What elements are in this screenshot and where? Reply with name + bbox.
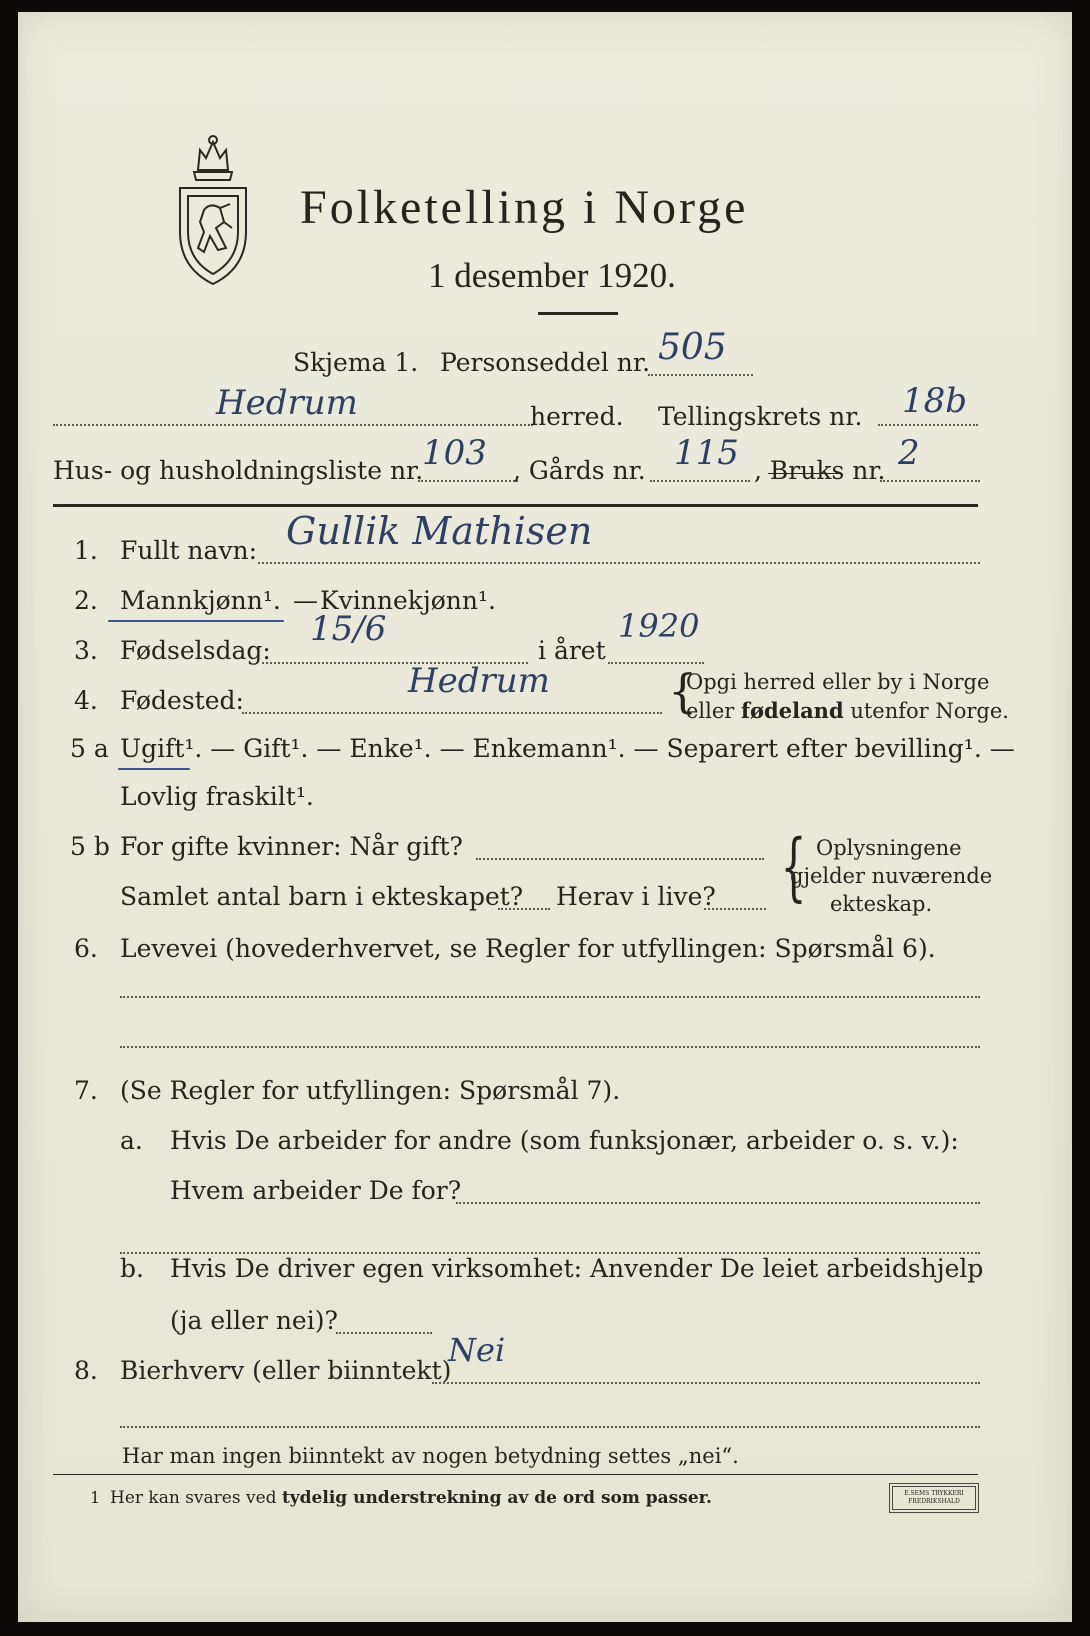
herred-value[interactable]: Hedrum xyxy=(216,383,358,423)
q1-label: Fullt navn: xyxy=(120,536,258,565)
bruks-strikethrough xyxy=(768,473,840,474)
q6-number: 6. xyxy=(74,934,98,963)
census-date: 1 desember 1920. xyxy=(428,256,676,295)
male-underline-mark xyxy=(108,620,284,622)
printer-city: FREDRIKSHALD xyxy=(908,1498,960,1505)
q8-field-line-1 xyxy=(432,1382,980,1384)
bruks-number[interactable]: 2 xyxy=(898,433,920,473)
q4-field-line xyxy=(242,712,662,714)
herred-field-line xyxy=(53,424,533,426)
printer-mark xyxy=(892,1486,976,1510)
q5a-number: 5 a xyxy=(70,734,109,763)
q7-number: 7. xyxy=(74,1076,98,1105)
q6-label: Levevei (hovederhvervet, se Regler for utfyllingen: Spørsmål 6). xyxy=(120,934,936,963)
bruks-field-line xyxy=(880,480,980,482)
q2-number: 2. xyxy=(74,586,98,615)
ugift-underline-mark xyxy=(118,768,190,770)
children-total-field-line xyxy=(498,908,550,910)
printer-name: E.SEMS TRYKKERI xyxy=(904,1490,964,1497)
q7a-field-line-1 xyxy=(456,1202,980,1204)
marital-status-options-cont[interactable]: Lovlig fraskilt¹. xyxy=(120,782,314,811)
q7b-letter: b. xyxy=(120,1254,144,1283)
children-alive-field-line xyxy=(704,908,766,910)
birthplace-value[interactable]: Hedrum xyxy=(408,661,550,701)
married-when-field-line xyxy=(476,858,764,860)
birth-year-value[interactable]: 1920 xyxy=(618,607,700,645)
q5b-note-line1: Oplysningene xyxy=(816,836,962,860)
tellingskrets-label: Tellingskrets nr. xyxy=(658,402,863,431)
gards-field-line xyxy=(650,480,750,482)
q7-label: (Se Regler for utfyllingen: Spørsmål 7). xyxy=(120,1076,621,1105)
personseddel-number[interactable]: 505 xyxy=(658,327,727,368)
q4-note-line1: Opgi herred eller by i Norge xyxy=(686,670,990,694)
q3-label: Fødselsdag: xyxy=(120,636,271,665)
tellingskrets-field-line xyxy=(878,424,978,426)
female-option[interactable]: Kvinnekjønn¹. xyxy=(320,586,496,615)
male-option[interactable]: Mannkjønn¹. xyxy=(120,586,281,615)
q4-note-line2: eller fødeland utenfor Norge. xyxy=(686,698,1009,723)
q6-field-line-1 xyxy=(120,996,980,998)
q5b-number: 5 b xyxy=(70,832,110,861)
bruks-label: , Bruks nr. xyxy=(754,456,886,485)
q5b-brace: { xyxy=(780,824,807,910)
q7a-letter: a. xyxy=(120,1126,143,1155)
q1-field-line xyxy=(258,562,980,564)
gards-label: , Gårds nr. xyxy=(513,456,646,485)
census-form xyxy=(18,12,1072,1622)
header-rule xyxy=(53,504,978,507)
footnote-text: Her kan svares ved tydelig understrekning av de ord som passer. xyxy=(110,1488,712,1508)
side-income-value[interactable]: Nei xyxy=(448,1331,506,1369)
q3-number: 3. xyxy=(74,636,98,665)
title-divider xyxy=(538,312,618,315)
hus-field-line xyxy=(418,480,518,482)
birth-date-value[interactable]: 15/6 xyxy=(310,609,387,649)
tellingskrets-number[interactable]: 18b xyxy=(902,381,968,421)
gards-number[interactable]: 115 xyxy=(674,433,739,473)
q7a-label: Hvis De arbeider for andre (som funksjonær, arbeider o. s. v.): xyxy=(170,1126,959,1155)
q7a-employer-label: Hvem arbeider De for? xyxy=(170,1176,462,1205)
year-label: i året xyxy=(538,636,606,665)
q6-field-line-2 xyxy=(120,1046,980,1048)
footnote-mark: 1 xyxy=(90,1488,101,1507)
q5b-note-line3: ekteskap. xyxy=(830,892,933,916)
hus-number[interactable]: 103 xyxy=(422,433,487,473)
full-name-value[interactable]: Gullik Mathisen xyxy=(286,509,593,553)
herred-label: herred. xyxy=(530,402,624,431)
q1-number: 1. xyxy=(74,536,98,565)
hus-label: Hus- og husholdningsliste nr. xyxy=(53,456,424,485)
q4-label: Fødested: xyxy=(120,686,244,715)
personseddel-label: Personseddel nr. xyxy=(440,348,651,377)
q4-number: 4. xyxy=(74,686,98,715)
q7b-label: Hvis De driver egen virksomhet: Anvender De leiet arbeidshjelp xyxy=(170,1254,984,1283)
q2-separator: — xyxy=(293,586,318,615)
q5b-note-line2: gjelder nuværende xyxy=(790,864,993,888)
no-income-note: Har man ingen biinntekt av nogen betydning settes „nei“. xyxy=(122,1444,739,1468)
footer-rule xyxy=(53,1474,978,1475)
q8-label: Bierhverv (eller biinntekt) xyxy=(120,1356,452,1385)
married-when-label: For gifte kvinner: Når gift? xyxy=(120,832,463,861)
q4-brace: { xyxy=(668,664,698,718)
norwegian-coat-of-arms-icon xyxy=(168,132,258,292)
q7b-yes-no-label: (ja eller nei)? xyxy=(170,1306,338,1335)
q7b-field-line xyxy=(336,1332,432,1334)
form-title: Folketelling i Norge xyxy=(300,181,749,234)
marital-status-options[interactable]: Ugift¹. — Gift¹. — Enke¹. — Enkemann¹. — Separert efter bevilling¹. — xyxy=(120,734,1015,763)
schema-label: Skjema 1. xyxy=(293,348,419,377)
q8-field-line-2 xyxy=(120,1426,980,1428)
children-alive-label: Herav i live? xyxy=(556,882,716,911)
personseddel-field-line xyxy=(648,374,753,376)
q8-number: 8. xyxy=(74,1356,98,1385)
children-total-label: Samlet antal barn i ekteskapet? xyxy=(120,882,524,911)
